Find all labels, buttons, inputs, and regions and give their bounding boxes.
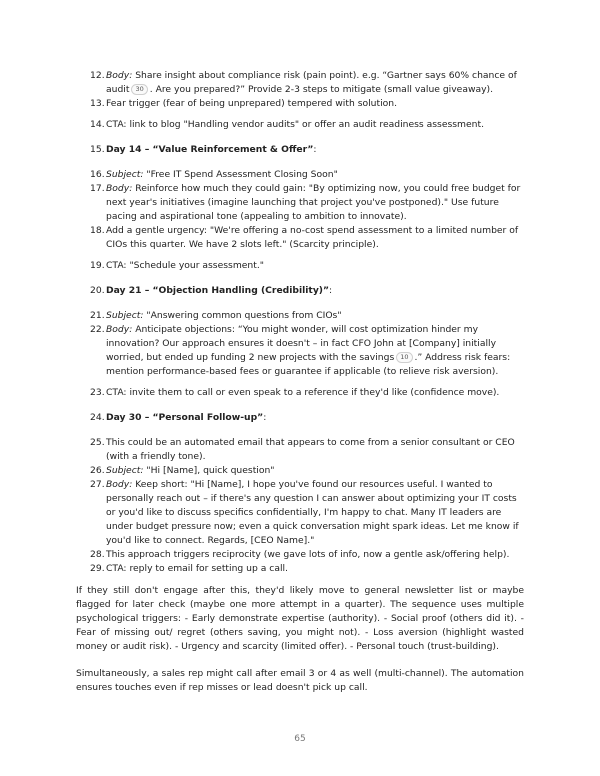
citation-badge[interactable]: 10 [396,352,412,363]
list-item: 23. CTA: invite them to call or even speak to a reference if they'd like (confidence move). [90,387,500,398]
list-item: 17. Body: Reinforce how much they could gain: "By optimizing now, you could free budget for next year's initiatives (imagine launching that project you've postponed)." Use future pacing and aspirational tone (appealing to ambition to innovate). [90,183,521,222]
citation-badge[interactable]: 30 [131,84,147,95]
list-item: 20. Day 21 – “Objection Handling (Credibility)”: [90,285,333,296]
list-item: 19. CTA: "Schedule your assessment." [90,260,264,271]
list-item: 14. CTA: link to blog "Handling vendor audits" or offer an audit readiness assessment. [90,119,485,130]
email-sequence-list [76,69,524,576]
list-item: 13. Fear trigger (fear of being unprepared) tempered with solution. [90,98,398,109]
list-item: 24. Day 30 – “Personal Follow-up”: [90,412,267,423]
list-item: 21. Subject: "Answering common questions from CIOs" [90,310,342,321]
list-item: 27. Body: Keep short: "Hi [Name], I hope you've found our resources useful. I wanted to personally reach out – if there's any question I can answer about optimizing your IT costs or you'd like to discuss specifics confidentially, I'm happy to chat. Many IT leaders are under budget pressure now; even a quick conversation might spark ideas. Let me know if you'd like to connect. Regards, [CEO Name]." [90,479,519,546]
list-item: 26. Subject: "Hi [Name], quick question" [90,465,275,476]
page-content [76,69,524,695]
summary-paragraph: If they still don't engage after this, they'd likely move to general newsletter list or maybe flagged for later check (maybe one more attempt in a quarter). The sequence uses multiple psychological triggers: - Early demonstrate expertise (authority). - Social proof (others did it). - Fear of missing out/ regret (others saving, you might not). - Loss aversion (highlight wasted money or audit risk). - Urgency and scarcity (limited offer). - Personal touch (trust-building). [76,585,524,652]
closing-paragraph: Simultaneously, a sales rep might call after email 3 or 4 as well (multi-channel). The automation ensures touches even if rep misses or lead doesn't pick up call. [76,668,524,693]
list-item: 15. Day 14 – “Value Reinforcement & Offer”: [90,144,317,155]
list-item: 18. Add a gentle urgency: "We're offering a no-cost spend assessment to a limited number of CIOs this quarter. We have 2 slots left." (Scarcity principle). [90,225,519,250]
list-item: 28. This approach triggers reciprocity (we gave lots of info, now a gentle ask/offering help). [90,549,510,560]
page-number: 65 [294,734,306,744]
list-item: 22. Body: Anticipate objections: “You might wonder, will cost optimization hinder my innovation? Our approach ensures it doesn't – in fact CFO John at [Company] initially worried, but ended up funding 2 new projects with the savings 10 .” Address risk fears: mention performance-based fees or guarantee if applicable (to relieve risk aversion). [90,324,511,377]
list-item: 12. Body: Share insight about compliance risk (pain point). e.g. “Gartner says 60% chance of audit 30 . Are you prepared?” Provide 2-3 steps to mitigate (small value giveaway). [90,70,517,95]
list-item: 25. This could be an automated email that appears to come from a senior consultant or CEO (with a friendly tone). [90,437,515,462]
list-item: 16. Subject: "Free IT Spend Assessment Closing Soon" [90,169,338,180]
list-item: 29. CTA: reply to email for setting up a call. [90,563,288,574]
